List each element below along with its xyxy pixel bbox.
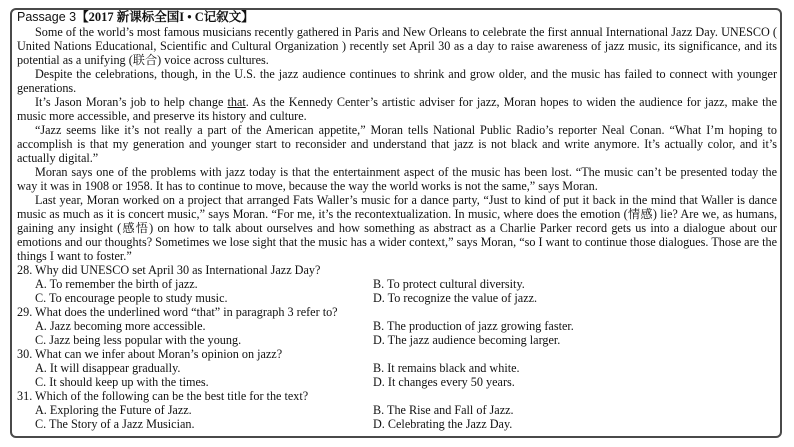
option-a[interactable]: A. To remember the birth of jazz. — [35, 277, 198, 291]
option-c[interactable]: C. Jazz being less popular with the young. — [35, 333, 242, 347]
option-a[interactable]: A. Jazz becoming more accessible. — [35, 319, 206, 333]
option-d[interactable]: D. It changes every 50 years. — [373, 375, 515, 389]
paragraph-6: Last year, Moran worked on a project that arranged Fats Waller’s music for a dance party, “Just to kind of put it back in the mind that Waller is dance music as much as it is concert music,” says Moran. “For me, it’s the recontextualization. In music, where does the emotion (情感) lie? Are we, as humans, gaining any insight (感悟) on how to talk about ourselves and how something as abstract as a Charlie Parker record gets us into a dialogue about our emotions and our thoughts? Sometimes we lose sight that the music has a wider context,” says Moran, “so I want to continue those dialogues. Those are the things I want to foster.” — [17, 193, 777, 263]
answer-options — [17, 403, 777, 431]
option-c[interactable]: C. The Story of a Jazz Musician. — [35, 417, 195, 431]
option-c[interactable]: C. To encourage people to study music. — [35, 291, 228, 305]
answer-options — [17, 277, 777, 305]
answer-options — [17, 319, 777, 347]
paragraph-4: “Jazz seems like it’s not really a part of the American appetite,” Moran tells National Public Radio’s reporter Neal Conan. “What I’m hoping to accomplish is that my generation and younger start to reconsider and understand that jazz is not black and write anymore. It’s actually color, and it’s actually digital.” — [17, 123, 777, 165]
option-b[interactable]: B. To protect cultural diversity. — [373, 277, 525, 291]
answer-options — [17, 361, 777, 389]
question-stem: 31. Which of the following can be the best title for the text? — [17, 389, 309, 403]
paragraph-5: Moran says one of the problems with jazz today is that the entertainment aspect of the music has been lost. “The music can’t be presented today the way it was in 1908 or 1958. It has to continue to move, because the way the world works is not the same,” says Moran. — [17, 165, 777, 193]
option-c[interactable]: C. It should keep up with the times. — [35, 375, 209, 389]
option-d[interactable]: D. To recognize the value of jazz. — [373, 291, 538, 305]
paragraph-3-after: . As the Kennedy Center’s artistic adviser for jazz, Moran hopes to widen the audience for jazz, make the music more accessible, and preserve its history and culture. — [17, 95, 777, 123]
question-31 — [17, 389, 777, 431]
option-d[interactable]: D. Celebrating the Jazz Day. — [373, 417, 513, 431]
paragraph-1: Some of the world’s most famous musicians recently gathered in Paris and New Orleans to celebrate the first annual International Jazz Day. UNESCO ( United Nations Educational, Scientific and Cultural Organization ) recently set April 30 as a day to raise awareness of jazz music, its significance, and its potential as a unifying (联合) voice across cultures. — [17, 25, 777, 67]
passage-content — [17, 10, 777, 431]
option-a[interactable]: A. It will disappear gradually. — [35, 361, 181, 375]
underlined-word: that — [227, 95, 246, 109]
option-b[interactable]: B. It remains black and white. — [373, 361, 520, 375]
question-stem: 29. What does the underlined word “that” in paragraph 3 refer to? — [17, 305, 338, 319]
passage-heading — [17, 10, 777, 25]
option-d[interactable]: D. The jazz audience becoming larger. — [373, 333, 561, 347]
question-stem: 30. What can we infer about Moran’s opinion on jazz? — [17, 347, 283, 361]
paragraph-3 — [17, 95, 777, 123]
question-stem: 28. Why did UNESCO set April 30 as International Jazz Day? — [17, 263, 321, 277]
option-b[interactable]: B. The production of jazz growing faster. — [373, 319, 574, 333]
question-29 — [17, 305, 777, 347]
option-a[interactable]: A. Exploring the Future of Jazz. — [35, 403, 192, 417]
paragraph-3-before: It’s Jason Moran’s job to help change — [35, 95, 228, 109]
question-28 — [17, 263, 777, 305]
paragraph-2: Despite the celebrations, though, in the U.S. the jazz audience continues to shrink and grow older, and the music has failed to connect with younger generations. — [17, 67, 777, 95]
question-30 — [17, 347, 777, 389]
option-b[interactable]: B. The Rise and Fall of Jazz. — [373, 403, 514, 417]
passage-source: 【2017 新课标全国I • C记叙文】 — [76, 10, 254, 24]
passage-label: Passage 3 — [17, 10, 77, 24]
